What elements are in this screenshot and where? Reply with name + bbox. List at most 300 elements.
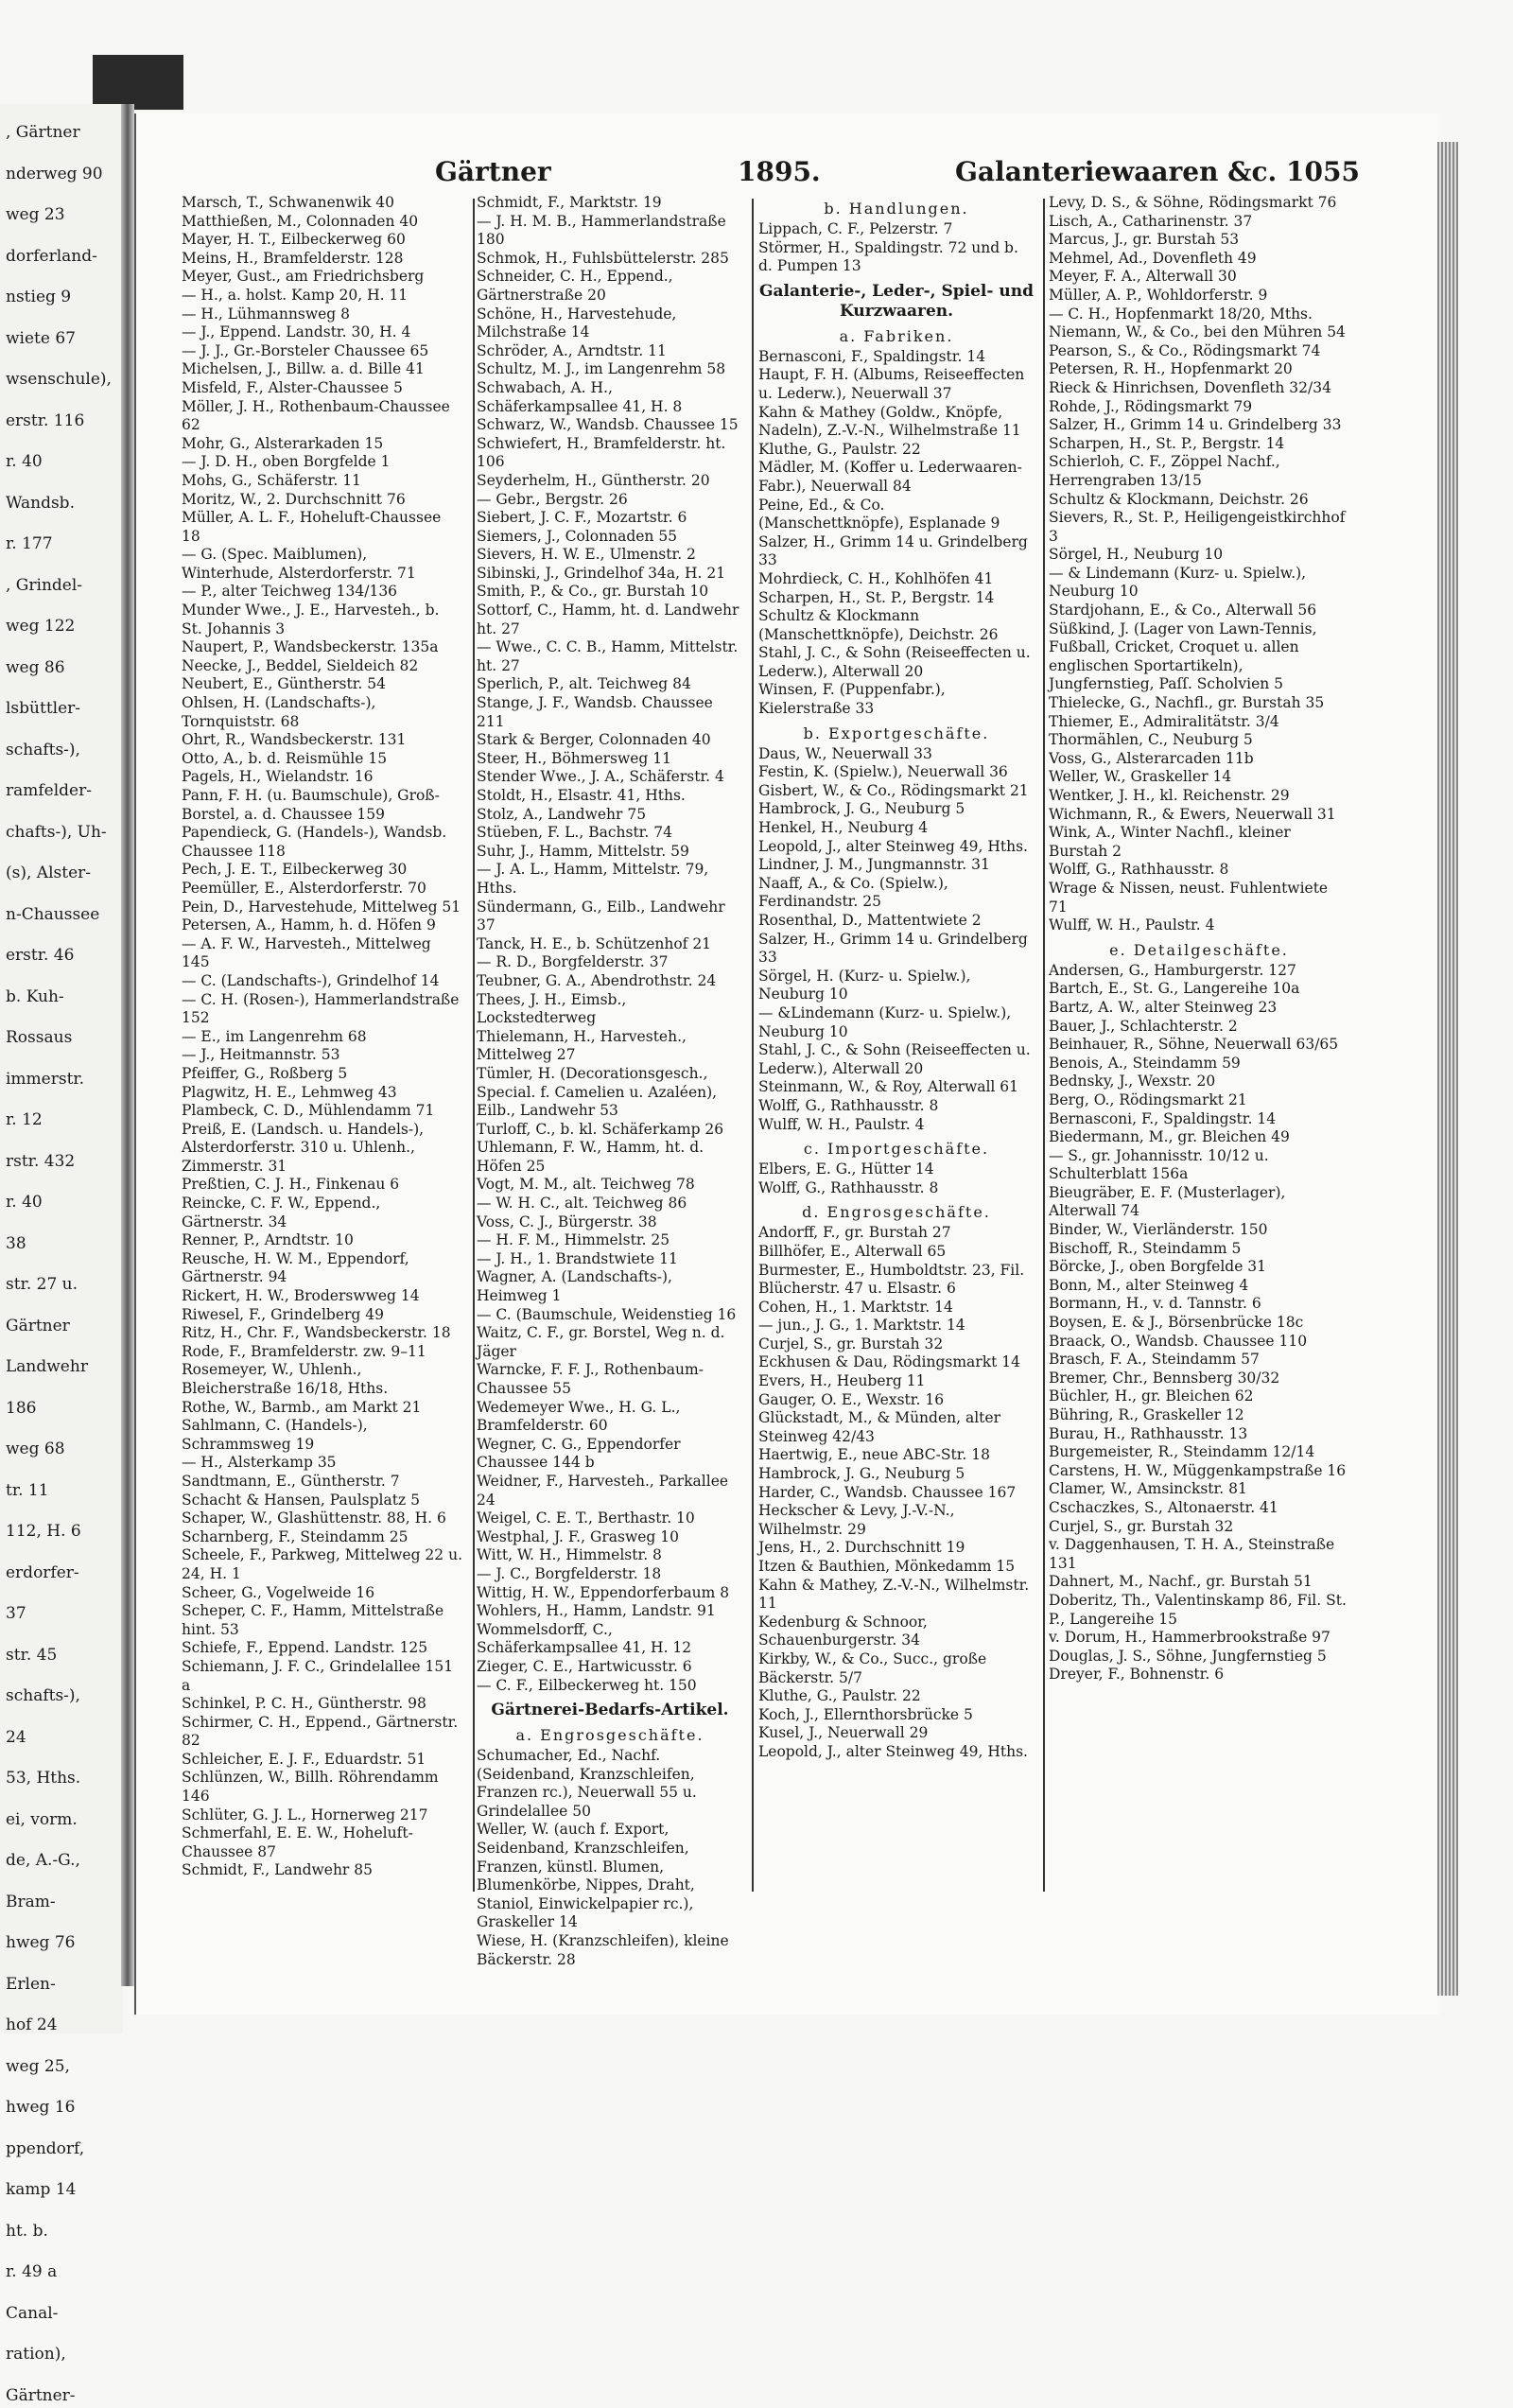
directory-entry: Winsen, F. (Puppenfabr.), Kielerstraße 33 (758, 681, 1035, 718)
directory-entry: Haupt, F. H. (Albums, Reiseeffecten u. Lederw.), Neuerwall 37 (758, 366, 1035, 403)
directory-entry: Voss, C. J., Bürgerstr. 38 (477, 1213, 743, 1232)
directory-entry: Ohrt, R., Wandsbeckerstr. 131 (182, 731, 463, 750)
previous-page-text-fragment: n-Chaussee (0, 902, 123, 928)
directory-entry: Schleicher, E. J. F., Eduardstr. 51 (182, 1751, 463, 1770)
directory-entry: Rohde, J., Rödingsmarkt 79 (1049, 398, 1349, 417)
subsection-heading: e. Detailgeschäfte. (1049, 941, 1349, 960)
directory-entry: — A. F. W., Harvesteh., Mittelweg 145 (182, 935, 463, 972)
directory-entry: — Gebr., Bergstr. 26 (477, 491, 743, 510)
directory-entry: Moritz, W., 2. Durchschnitt 76 (182, 491, 463, 510)
previous-page-text-fragment: wsenschule), (0, 367, 123, 393)
previous-page-text-fragment: r. 49 a (0, 2260, 123, 2285)
previous-page-text-fragment: rstr. 432 (0, 1149, 123, 1175)
directory-entry: Andersen, G., Hamburgerstr. 127 (1049, 962, 1349, 981)
previous-page-text-fragment: weg 23 (0, 202, 123, 228)
previous-page-text-fragment: 186 (0, 1396, 123, 1422)
directory-entry: Müller, A. P., Wohldorferstr. 9 (1049, 287, 1349, 305)
directory-entry: — W. H. C., alt. Teichweg 86 (477, 1195, 743, 1213)
directory-entry: Daus, W., Neuerwall 33 (758, 745, 1035, 764)
directory-entry: Voss, G., Alsterarcaden 11b (1049, 750, 1349, 769)
directory-entry: Waitz, C. F., gr. Borstel, Weg n. d. Jäger (477, 1324, 743, 1361)
directory-entry: Teubner, G. A., Abendrothstr. 24 (477, 972, 743, 991)
subsection-heading: a. Engrosgeschäfte. (477, 1726, 743, 1745)
directory-entry: Sörgel, H., Neuburg 10 (1049, 546, 1349, 565)
directory-entry: Weigel, C. E. T., Berthastr. 10 (477, 1509, 743, 1528)
directory-entry: Evers, H., Heuberg 11 (758, 1372, 1035, 1391)
previous-page-text-fragment: nderweg 90 (0, 162, 123, 187)
directory-entry: — H. F. M., Himmelstr. 25 (477, 1231, 743, 1250)
directory-entry: Pech, J. E. T., Eilbeckerweg 30 (182, 861, 463, 880)
directory-entry: Neubert, E., Güntherstr. 54 (182, 675, 463, 694)
running-head-right: Galanteriewaaren &c. (955, 156, 1277, 187)
directory-entry: Weidner, F., Harvesteh., Parkallee 24 (477, 1473, 743, 1509)
directory-entry: Rosemeyer, W., Uhlenh., Bleicherstraße 16/18, Hths. (182, 1361, 463, 1398)
directory-entry: Sandtmann, E., Güntherstr. 7 (182, 1473, 463, 1492)
directory-entry: Kahn & Mathey, Z.-V.-N., Wilhelmstr. 11 (758, 1577, 1035, 1614)
directory-entry: Möller, J. H., Rothenbaum-Chaussee 62 (182, 398, 463, 435)
directory-entry: Stark & Berger, Colonnaden 40 (477, 731, 743, 750)
subsection-heading: b. Handlungen. (758, 200, 1035, 218)
directory-entry: — J. J., Gr.-Borsteler Chaussee 65 (182, 342, 463, 361)
directory-entry: Kahn & Mathey (Goldw., Knöpfe, Nadeln), Z.-V.-N., Wilhelmstraße 11 (758, 404, 1035, 441)
directory-entry: Wegner, C. G., Eppendorfer Chaussee 144 b (477, 1436, 743, 1473)
previous-page-text-fragment: Canal- (0, 2301, 123, 2327)
directory-entry: Schneider, C. H., Eppend., Gärtnerstraße 20 (477, 268, 743, 305)
directory-entry: — C. (Baumschule, Weidenstieg 16 (477, 1306, 743, 1325)
directory-entry: Schacht & Hansen, Paulsplatz 5 (182, 1492, 463, 1510)
directory-entry: Beinhauer, R., Söhne, Neuerwall 63/65 (1049, 1036, 1349, 1055)
directory-entry: Preßtien, C. J. H., Finkenau 6 (182, 1176, 463, 1195)
directory-entry: Schmerfahl, E. E. W., Hoheluft-Chaussee 87 (182, 1824, 463, 1861)
directory-entry: Uhlemann, F. W., Hamm, ht. d. Höfen 25 (477, 1139, 743, 1176)
directory-entry: Mohr, G., Alsterarkaden 15 (182, 435, 463, 454)
previous-page-text-fragment: dorferland- (0, 244, 123, 270)
directory-entry: Koch, J., Ellernthorsbrücke 5 (758, 1706, 1035, 1725)
directory-entry: Salzer, H., Grimm 14 u. Grindelberg 33 (1049, 416, 1349, 435)
directory-entry: — J., Heitmannstr. 53 (182, 1046, 463, 1065)
directory-entry: Steer, H., Böhmersweg 11 (477, 750, 743, 769)
directory-entry: Hambrock, J. G., Neuburg 5 (758, 1465, 1035, 1484)
directory-entry: Stoldt, H., Elsastr. 41, Hths. (477, 787, 743, 806)
previous-page-text-fragment: Erlen- (0, 1972, 123, 1998)
directory-entry: Leopold, J., alter Steinweg 49, Hths. (758, 1743, 1035, 1762)
previous-page-text-fragment: schafts-), (0, 1684, 123, 1709)
directory-entry: Schwiefert, H., Bramfelderstr. ht. 106 (477, 435, 743, 472)
directory-entry: Kedenburg & Schnoor, Schauenburgerstr. 34 (758, 1614, 1035, 1650)
directory-entry: Tümler, H. (Decorationsgesch., Special. f. Camelien u. Azaléen), Eilb., Landwehr 53 (477, 1065, 743, 1121)
directory-entry: Scharpen, H., St. P., Bergstr. 14 (1049, 435, 1349, 454)
previous-page-text-fragment: 24 (0, 1725, 123, 1751)
subsection-heading: b. Exportgeschäfte. (758, 724, 1035, 743)
directory-entry: Cschaczkes, S., Altonaerstr. 41 (1049, 1499, 1349, 1518)
directory-entry: Mayer, H. T., Eilbeckerweg 60 (182, 231, 463, 250)
directory-entry: Scharpen, H., St. P., Bergstr. 14 (758, 589, 1035, 608)
previous-page-text-fragment: ei, vorm. (0, 1807, 123, 1833)
previous-page-text-fragment: str. 45 (0, 1643, 123, 1668)
directory-entry: Leopold, J., alter Steinweg 49, Hths. (758, 838, 1035, 857)
directory-entry: Bischoff, R., Steindamm 5 (1049, 1240, 1349, 1259)
directory-entry: Henkel, H., Neuburg 4 (758, 819, 1035, 838)
directory-entry: Bernasconi, F., Spaldingstr. 14 (758, 348, 1035, 367)
directory-entry: Michelsen, J., Billw. a. d. Bille 41 (182, 360, 463, 379)
previous-page-text-fragment: lsbüttler- (0, 696, 123, 722)
previous-page-text-fragment: weg 86 (0, 655, 123, 681)
previous-page-text-fragment: ramfelder- (0, 778, 123, 804)
directory-entry: Wink, A., Winter Nachfl., kleiner Burstah 2 (1049, 824, 1349, 861)
directory-entry: Siemers, J., Colonnaden 55 (477, 528, 743, 547)
previous-page-text-fragment: Gärtner- (0, 2383, 123, 2408)
directory-entry: Scharnberg, F., Steindamm 25 (182, 1528, 463, 1547)
directory-entry: Brasch, F. A., Steindamm 57 (1049, 1351, 1349, 1370)
previous-page-edge (0, 104, 123, 2033)
directory-entry: Wiese, H. (Kranzschleifen), kleine Bäckerstr. 28 (477, 1932, 743, 1969)
directory-entry: Tanck, H. E., b. Schützenhof 21 (477, 935, 743, 954)
directory-entry: Rosenthal, D., Mattentwiete 2 (758, 912, 1035, 931)
directory-entry: — J. H. M. B., Hammerlandstraße 180 (477, 213, 743, 250)
previous-page-text-fragment: schafts-), (0, 738, 123, 763)
directory-entry: Schinkel, P. C. H., Güntherstr. 98 (182, 1695, 463, 1714)
previous-page-text-fragment: 38 (0, 1231, 123, 1257)
directory-entry: Curjel, S., gr. Burstah 32 (758, 1335, 1035, 1354)
directory-entry: Stahl, J. C., & Sohn (Reiseeffecten u. Lederw.), Alterwall 20 (758, 1041, 1035, 1078)
directory-entry: — jun., J. G., 1. Marktstr. 14 (758, 1317, 1035, 1335)
directory-entry: Sahlmann, C. (Handels-), Schrammsweg 19 (182, 1417, 463, 1454)
directory-entry: Misfeld, F., Alster-Chaussee 5 (182, 379, 463, 398)
directory-entry: Schlünzen, W., Billh. Röhrendamm 146 (182, 1769, 463, 1806)
directory-entry: Börcke, J., oben Borgfelde 31 (1049, 1258, 1349, 1277)
previous-page-text-fragment: weg 122 (0, 614, 123, 639)
directory-entry: Sievers, H. W. E., Ulmenstr. 2 (477, 546, 743, 565)
directory-entry: Stolz, A., Landwehr 75 (477, 806, 743, 825)
directory-entry: Seyderhelm, H., Güntherstr. 20 (477, 472, 743, 491)
directory-entry: Benois, A., Steindamm 59 (1049, 1055, 1349, 1073)
directory-entry: Schöne, H., Harvestehude, Milchstraße 14 (477, 305, 743, 342)
section-heading: Gärtnerei-Bedarfs-Artikel. (477, 1701, 743, 1720)
directory-entry: Wagner, A. (Landschafts-), Heimweg 1 (477, 1268, 743, 1305)
directory-entry: Sörgel, H. (Kurz- u. Spielw.), Neuburg 10 (758, 968, 1035, 1004)
directory-entry: Reusche, H. W. M., Eppendorf, Gärtnerstr. 94 (182, 1250, 463, 1287)
directory-entry: Kirkby, W., & Co., Succ., große Bäckerstr. 5/7 (758, 1650, 1035, 1687)
directory-entry: Wolff, G., Rathhausstr. 8 (758, 1179, 1035, 1198)
directory-entry: Wulff, W. H., Paulstr. 4 (758, 1116, 1035, 1135)
directory-entry: Schwabach, A. H., Schäferkampsallee 41, H. 8 (477, 379, 743, 416)
directory-entry: Stange, J. F., Wandsb. Chaussee 211 (477, 694, 743, 731)
directory-entry: Schmidt, F., Marktstr. 19 (477, 194, 743, 213)
directory-entry: Wolff, G., Rathhausstr. 8 (1049, 861, 1349, 880)
directory-entry: Dahnert, M., Nachf., gr. Burstah 51 (1049, 1573, 1349, 1592)
directory-entry: Festin, K. (Spielw.), Neuerwall 36 (758, 763, 1035, 782)
book-spine (121, 104, 134, 1986)
directory-entry: Schaper, W., Glashüttenstr. 88, H. 6 (182, 1509, 463, 1528)
directory-entry: Kluthe, G., Paulstr. 22 (758, 441, 1035, 460)
directory-entry: Bartz, A. W., alter Steinweg 23 (1049, 999, 1349, 1018)
directory-entry: Thees, J. H., Eimsb., Lockstedterweg (477, 991, 743, 1028)
directory-entry: — J. A. L., Hamm, Mittelstr. 79, Hths. (477, 861, 743, 898)
previous-page-text-fragment: 112, H. 6 (0, 1519, 123, 1544)
directory-entry: Matthießen, M., Colonnaden 40 (182, 213, 463, 232)
previous-page-text-fragment: 53, Hths. (0, 1766, 123, 1791)
directory-entry: Schlüter, G. J. L., Hornerweg 217 (182, 1806, 463, 1825)
subsection-heading: c. Importgeschäfte. (758, 1140, 1035, 1159)
directory-entry: Burau, H., Rathhausstr. 13 (1049, 1425, 1349, 1444)
directory-entry: Stardjohann, E., & Co., Alterwall 56 (1049, 602, 1349, 620)
directory-entry: Pein, D., Harvestehude, Mittelweg 51 (182, 899, 463, 917)
directory-entry: Itzen & Bauthien, Mönkedamm 15 (758, 1558, 1035, 1577)
directory-entry: Witt, W. H., Himmelstr. 8 (477, 1546, 743, 1565)
directory-entry: — S., gr. Johannisstr. 10/12 u. Schulterblatt 156a (1049, 1147, 1349, 1184)
directory-entry: Bartch, E., St. G., Langereihe 10a (1049, 980, 1349, 999)
directory-entry: Sperlich, P., alt. Teichweg 84 (477, 675, 743, 694)
previous-page-text-fragment: erdorfer- (0, 1561, 123, 1586)
directory-entry: Niemann, W., & Co., bei den Mühren 54 (1049, 323, 1349, 342)
page-number: 1055 (1286, 156, 1360, 187)
directory-entry: Sottorf, C., Hamm, ht. d. Landwehr ht. 27 (477, 602, 743, 638)
directory-entry: Douglas, J. S., Söhne, Jungfernstieg 5 (1049, 1648, 1349, 1666)
directory-entry: Marcus, J., gr. Burstah 53 (1049, 231, 1349, 250)
directory-entry: Ohlsen, H. (Landschafts-), Tornquiststr. 68 (182, 694, 463, 731)
directory-entry: Renner, P., Arndtstr. 10 (182, 1231, 463, 1250)
directory-entry: Rothe, W., Barmb., am Markt 21 (182, 1399, 463, 1418)
directory-entry: Störmer, H., Spaldingstr. 72 und b. d. Pumpen 13 (758, 239, 1035, 276)
directory-entry: Süßkind, J. (Lager von Lawn-Tennis, Fußball, Cricket, Croquet u. allen englischen Sportartikeln), Jungfernstieg, Paſſ. Scholvien 5 (1049, 620, 1349, 694)
directory-entry: Eckhusen & Dau, Rödingsmarkt 14 (758, 1353, 1035, 1372)
previous-page-text-fragment: (s), Alster- (0, 861, 123, 886)
directory-entry: Rickert, H. W., Broderswweg 14 (182, 1287, 463, 1306)
directory-entry: Westphal, J. F., Grasweg 10 (477, 1528, 743, 1547)
directory-entry: Lippach, C. F., Pelzerstr. 7 (758, 220, 1035, 239)
column-2 (477, 194, 743, 1896)
directory-entry: Papendieck, G. (Handels-), Wandsb. Chaussee 118 (182, 824, 463, 861)
directory-entry: Schultz & Klockmann, Deichstr. 26 (1049, 491, 1349, 510)
directory-entry: Salzer, H., Grimm 14 u. Grindelberg 33 (758, 931, 1035, 968)
page-edge-stack (1437, 142, 1458, 1996)
previous-page-text-fragment: hof 24 (0, 2013, 123, 2038)
directory-entry: Mädler, M. (Koffer u. Lederwaaren-Fabr.), Neuerwall 84 (758, 459, 1035, 496)
directory-entry: Burmester, E., Humboldtstr. 23, Fil. Blücherstr. 47 u. Elsastr. 6 (758, 1262, 1035, 1299)
directory-entry: Plambeck, C. D., Mühlendamm 71 (182, 1102, 463, 1121)
previous-page-text-fragment: erstr. 116 (0, 409, 123, 434)
directory-entry: Thielecke, G., Nachfl., gr. Burstah 35 (1049, 694, 1349, 713)
directory-entry: Schultz, M. J., im Langenrehm 58 (477, 360, 743, 379)
directory-entry: Mohs, G., Schäferstr. 11 (182, 472, 463, 491)
directory-entry: Braack, O., Wandsb. Chaussee 110 (1049, 1333, 1349, 1352)
directory-entry: Pfeiffer, G., Roßberg 5 (182, 1065, 463, 1084)
directory-entry: Wichmann, R., & Ewers, Neuerwall 31 (1049, 806, 1349, 825)
previous-page-text-fragment: chafts-), Uh- (0, 820, 123, 846)
previous-page-text-fragment: 37 (0, 1601, 123, 1627)
directory-entry: Riwesel, F., Grindelberg 49 (182, 1306, 463, 1325)
directory-entry: Wolff, G., Rathhausstr. 8 (758, 1097, 1035, 1116)
running-head-year: 1895. (738, 156, 821, 187)
directory-entry: Siebert, J. C. F., Mozartstr. 6 (477, 509, 743, 528)
directory-entry: Pagels, H., Wielandstr. 16 (182, 768, 463, 787)
directory-entry: Schmok, H., Fuhlsbüttelerstr. 285 (477, 250, 743, 269)
directory-entry: Bernasconi, F., Spaldingstr. 14 (1049, 1110, 1349, 1129)
directory-entry: Clamer, W., Amsinckstr. 81 (1049, 1480, 1349, 1499)
previous-page-text-fragment: ht. b. (0, 2219, 123, 2244)
directory-entry: Levy, D. S., & Söhne, Rödingsmarkt 76 (1049, 194, 1349, 213)
directory-entry: Schumacher, Ed., Nachf. (Seidenband, Kranzschleifen, Franzen rc.), Neuerwall 55 u. Grindelallee 50 (477, 1747, 743, 1821)
directory-entry: Billhöfer, E., Alterwall 65 (758, 1243, 1035, 1262)
directory-entry: Berg, O., Rödingsmarkt 21 (1049, 1091, 1349, 1110)
directory-entry: — Wwe., C. C. B., Hamm, Mittelstr. ht. 27 (477, 638, 743, 675)
section-heading: Galanterie-, Leder-, Spiel- und Kurzwaaren. (758, 282, 1035, 322)
directory-entry: — J. H., 1. Brandstwiete 11 (477, 1250, 743, 1269)
directory-entry: Büchler, H., gr. Bleichen 62 (1049, 1387, 1349, 1406)
directory-entry: Jens, H., 2. Durchschnitt 19 (758, 1539, 1035, 1558)
directory-entry: Petersen, R. H., Hopfenmarkt 20 (1049, 360, 1349, 379)
directory-entry: Doberitz, Th., Valentinskamp 86, Fil. St. P., Langereihe 15 (1049, 1592, 1349, 1629)
directory-entry: Scheele, F., Parkweg, Mittelweg 22 u. 24, H. 1 (182, 1546, 463, 1583)
previous-page-text-fragment: , Gärtner (0, 120, 123, 146)
previous-page-text-fragment: , Grindel- (0, 573, 123, 599)
previous-page-text-fragment: tr. 11 (0, 1478, 123, 1504)
directory-entry: Meyer, F. A., Alterwall 30 (1049, 268, 1349, 287)
directory-entry: Lindner, J. M., Jungmannstr. 31 (758, 856, 1035, 875)
directory-entry: — J., Eppend. Landstr. 30, H. 4 (182, 323, 463, 342)
directory-entry: Marsch, T., Schwanenwik 40 (182, 194, 463, 213)
directory-entry: — G. (Spec. Maiblumen), Winterhude, Alsterdorferstr. 71 (182, 546, 463, 583)
directory-entry: Suhr, J., Hamm, Mittelstr. 59 (477, 843, 743, 862)
previous-page-text-fragment: Bram- (0, 1890, 123, 1915)
directory-entry: Heckscher & Levy, J.-V.-N., Wilhelmstr. 29 (758, 1502, 1035, 1539)
directory-entry: Carstens, H. W., Müggenkampstraße 16 (1049, 1462, 1349, 1481)
previous-page-text-fragment: hweg 16 (0, 2095, 123, 2120)
directory-entry: Mohrdieck, C. H., Kohlhöfen 41 (758, 570, 1035, 589)
column-3 (758, 194, 1035, 1896)
previous-page-text-fragment: hweg 76 (0, 1930, 123, 1956)
column-1 (182, 194, 463, 1896)
directory-entry: Hambrock, J. G., Neuburg 5 (758, 800, 1035, 819)
directory-entry: v. Daggenhausen, T. H. A., Steinstraße 131 (1049, 1536, 1349, 1573)
previous-page-text-fragment: r. 177 (0, 532, 123, 557)
directory-entry: — E., im Langenrehm 68 (182, 1028, 463, 1047)
previous-page-text-fragment: Rossaus (0, 1025, 123, 1051)
directory-entry: Thielemann, H., Harvesteh., Mittelweg 27 (477, 1028, 743, 1065)
directory-entry: Ritz, H., Chr. F., Wandsbeckerstr. 18 (182, 1324, 463, 1343)
directory-entry: Neecke, J., Beddel, Sieldeich 82 (182, 657, 463, 676)
directory-entry: Curjel, S., gr. Burstah 32 (1049, 1518, 1349, 1537)
directory-entry: Schiefe, F., Eppend. Landstr. 125 (182, 1639, 463, 1658)
directory-entry: Petersen, A., Hamm, h. d. Höfen 9 (182, 916, 463, 935)
previous-page-text-fragment: ration), (0, 2342, 123, 2367)
directory-entry: v. Dorum, H., Hammerbrookstraße 97 (1049, 1629, 1349, 1648)
directory-entry: Thormählen, C., Neuburg 5 (1049, 731, 1349, 750)
directory-entry: Schröder, A., Arndtstr. 11 (477, 342, 743, 361)
directory-entry: Stahl, J. C., & Sohn (Reiseeffecten u. Lederw.), Alterwall 20 (758, 644, 1035, 681)
previous-page-text-fragment: b. Kuh- (0, 985, 123, 1010)
directory-entry: Bauer, J., Schlachterstr. 2 (1049, 1018, 1349, 1037)
directory-entry: Wulff, W. H., Paulstr. 4 (1049, 916, 1349, 935)
previous-page-text-fragment: erstr. 46 (0, 943, 123, 968)
scan-margin-block (93, 55, 183, 110)
subsection-heading: d. Engrosgeschäfte. (758, 1203, 1035, 1222)
directory-entry: Bormann, H., v. d. Tannstr. 6 (1049, 1295, 1349, 1314)
directory-entry: Peemüller, E., Alsterdorferstr. 70 (182, 880, 463, 899)
directory-entry: Plagwitz, H. E., Lehmweg 43 (182, 1084, 463, 1103)
previous-page-text-fragment: Landwehr (0, 1354, 123, 1380)
directory-entry: Salzer, H., Grimm 14 u. Grindelberg 33 (758, 533, 1035, 570)
directory-entry: Sündermann, G., Eilb., Landwehr 37 (477, 899, 743, 935)
directory-entry: — P., alter Teichweg 134/136 (182, 583, 463, 602)
directory-entry: Zieger, C. E., Hartwicusstr. 6 (477, 1658, 743, 1677)
directory-entry: Bieugräber, E. F. (Musterlager), Alterwall 74 (1049, 1184, 1349, 1221)
directory-entry: Kusel, J., Neuerwall 29 (758, 1724, 1035, 1743)
subsection-heading: a. Fabriken. (758, 327, 1035, 346)
column-4 (1049, 194, 1349, 1896)
previous-page-text-fragment: de, A.-G., (0, 1848, 123, 1874)
directory-entry: Wommelsdorff, C., Schäferkampsallee 41, H. 12 (477, 1621, 743, 1658)
directory-entry: Andorff, F., gr. Burstah 27 (758, 1224, 1035, 1243)
directory-entry: Biedermann, M., gr. Bleichen 49 (1049, 1128, 1349, 1147)
directory-entry: Reincke, C. F. W., Eppend., Gärtnerstr. 34 (182, 1195, 463, 1231)
directory-entry: Steinmann, W., & Roy, Alterwall 61 (758, 1078, 1035, 1097)
directory-entry: Schmidt, F., Landwehr 85 (182, 1861, 463, 1880)
directory-entry: Meins, H., Bramfelderstr. 128 (182, 250, 463, 269)
previous-page-text-fragment: weg 25, (0, 2054, 123, 2080)
directory-entry: Elbers, E. G., Hütter 14 (758, 1160, 1035, 1179)
directory-entry: Lisch, A., Catharinenstr. 37 (1049, 213, 1349, 232)
running-head-left: Gärtner (435, 156, 551, 187)
directory-entry: Bonn, M., alter Steinweg 4 (1049, 1277, 1349, 1296)
directory-entry: Smith, P., & Co., gr. Burstah 10 (477, 583, 743, 602)
directory-entry: Müller, A. L. F., Hoheluft-Chaussee 18 (182, 509, 463, 546)
directory-entry: Gisbert, W., & Co., Rödingsmarkt 21 (758, 782, 1035, 801)
directory-entry: — &Lindemann (Kurz- u. Spielw.), Neuburg 10 (758, 1004, 1035, 1041)
directory-entry: Scheer, G., Vogelweide 16 (182, 1584, 463, 1603)
directory-entry: Weller, W., Graskeller 14 (1049, 768, 1349, 787)
directory-entry: Kluthe, G., Paulstr. 22 (758, 1687, 1035, 1706)
directory-entry: Stender Wwe., J. A., Schäferstr. 4 (477, 768, 743, 787)
directory-entry: Sievers, R., St. P., Heiligengeistkirchhof 3 (1049, 509, 1349, 546)
directory-entry: Schierloh, C. F., Zöppel Nachf., Herrengraben 13/15 (1049, 453, 1349, 490)
directory-entry: Naupert, P., Wandsbeckerstr. 135a (182, 638, 463, 657)
previous-page-text-fragment: Gärtner (0, 1314, 123, 1339)
directory-entry: Meyer, Gust., am Friedrichsberg (182, 268, 463, 287)
directory-entry: Wohlers, H., Hamm, Landstr. 91 (477, 1602, 743, 1621)
directory-entry: Bühring, R., Graskeller 12 (1049, 1406, 1349, 1425)
directory-entry: Schirmer, C. H., Eppend., Gärtnerstr. 82 (182, 1714, 463, 1751)
directory-entry: Bednsky, J., Wexstr. 20 (1049, 1073, 1349, 1091)
directory-entry: Warncke, F. F. J., Rothenbaum-Chaussee 55 (477, 1361, 743, 1398)
directory-entry: Rode, F., Bramfelderstr. zw. 9–11 (182, 1343, 463, 1362)
directory-entry: Scheper, C. F., Hamm, Mittelstraße hint. 53 (182, 1602, 463, 1639)
directory-entry: Haertwig, E., neue ABC-Str. 18 (758, 1446, 1035, 1465)
previous-page-text-fragment: r. 40 (0, 449, 123, 475)
directory-entry: Bremer, Chr., Bennsberg 30/32 (1049, 1370, 1349, 1388)
directory-entry: Thiemer, E., Admiralitätstr. 3/4 (1049, 713, 1349, 732)
directory-entry: Munder Wwe., J. E., Harvesteh., b. St. Johannis 3 (182, 602, 463, 638)
directory-entry: Schultz & Klockmann (Manschettknöpfe), Deichstr. 26 (758, 607, 1035, 644)
previous-page-text-fragment: r. 40 (0, 1190, 123, 1215)
directory-entry: — H., Alsterkamp 35 (182, 1454, 463, 1473)
directory-entry: — H., a. holst. Kamp 20, H. 11 (182, 287, 463, 305)
directory-entry: Burgemeister, R., Steindamm 12/14 (1049, 1443, 1349, 1462)
previous-page-text-fragment: weg 68 (0, 1437, 123, 1462)
directory-entry: — C. (Landschafts-), Grindelhof 14 (182, 972, 463, 991)
directory-entry: Mehmel, Ad., Dovenfleth 49 (1049, 250, 1349, 269)
previous-page-text-fragment: r. 12 (0, 1108, 123, 1133)
directory-entry: Wedemeyer Wwe., H. G. L., Bramfelderstr. 60 (477, 1399, 743, 1436)
directory-entry: — R. D., Borgfelderstr. 37 (477, 953, 743, 972)
directory-entry: — & Lindemann (Kurz- u. Spielw.), Neuburg 10 (1049, 565, 1349, 602)
previous-page-text-fragment: str. 27 u. (0, 1272, 123, 1298)
directory-entry: Preiß, E. (Landsch. u. Handels-), Alsterdorferstr. 310 u. Uhlenh., Zimmerstr. 31 (182, 1121, 463, 1177)
directory-entry: Cohen, H., 1. Marktstr. 14 (758, 1299, 1035, 1317)
directory-entry: Dreyer, F., Bohnenstr. 6 (1049, 1666, 1349, 1684)
page-header (312, 156, 1362, 198)
directory-entry: Wentker, J. H., kl. Reichenstr. 29 (1049, 787, 1349, 806)
